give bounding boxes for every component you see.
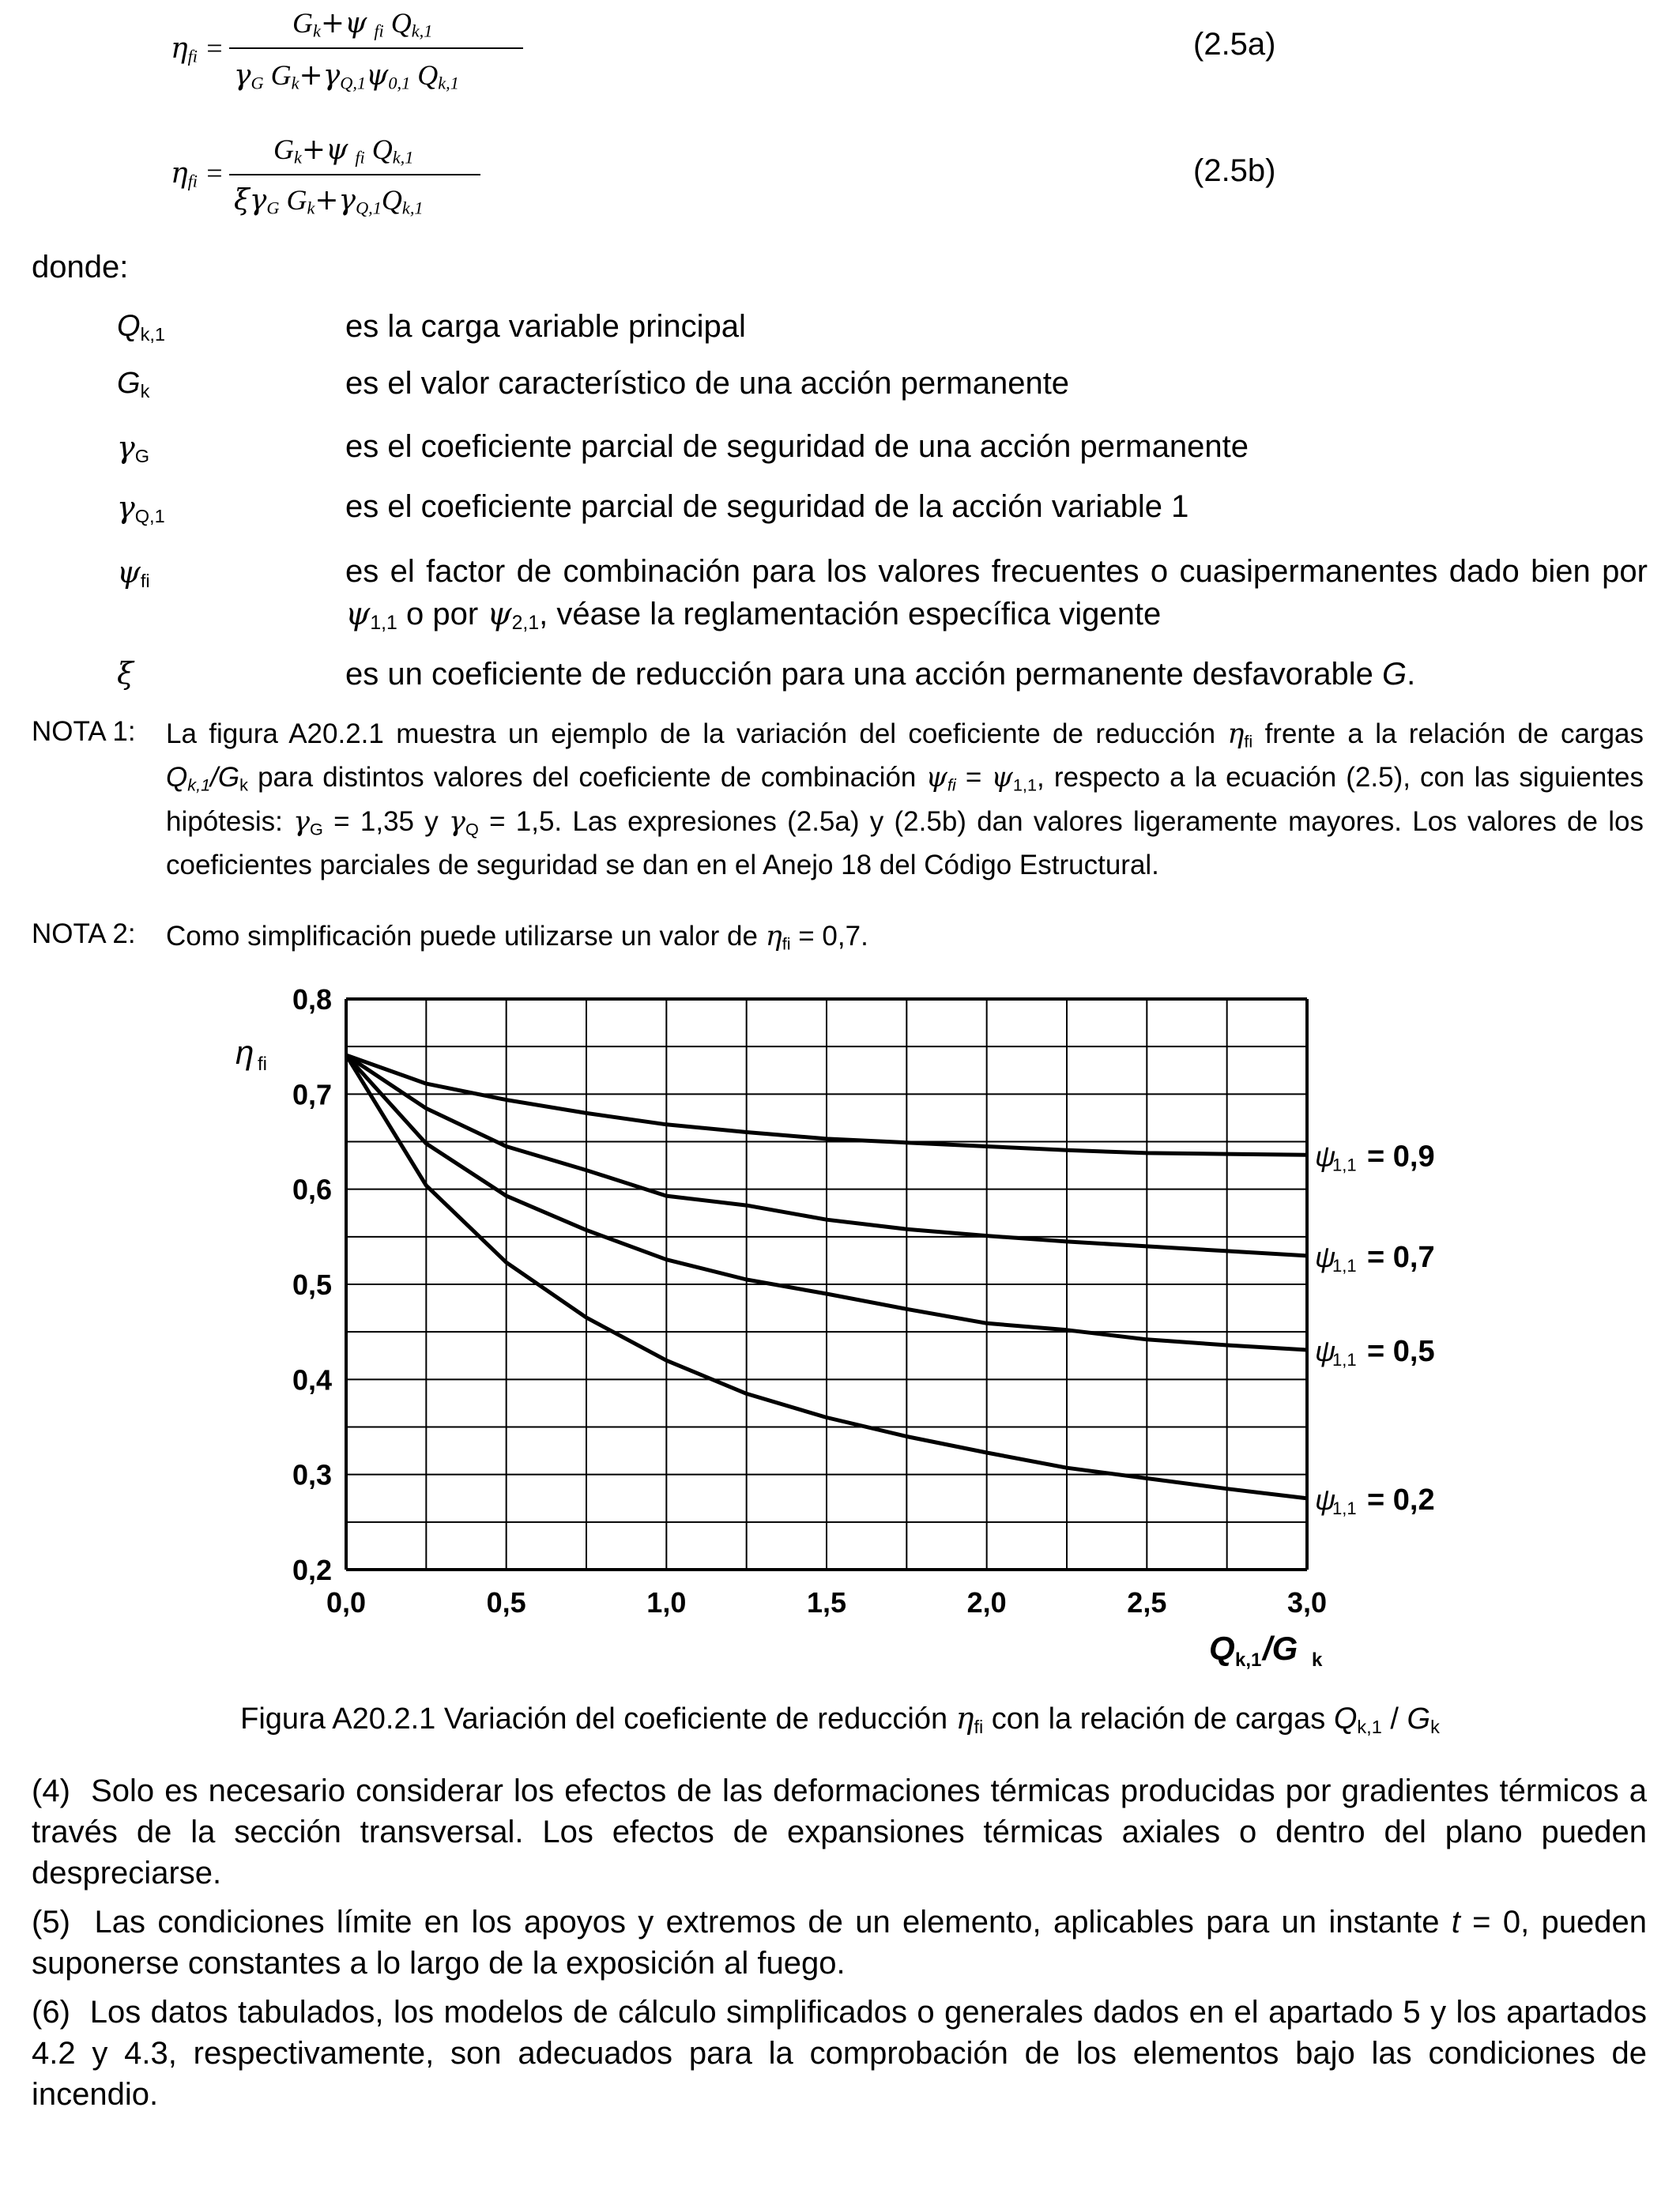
y-tick-label: 0,2 — [292, 1554, 332, 1586]
def-symbol-gk: $G_k$ — [117, 367, 150, 401]
eq-b-numerator: $G_k+\psi$ $_{fi}$ $Q_{k,1}$ — [273, 134, 414, 168]
def-text-qk1: es la carga variable principal — [345, 309, 746, 344]
eq-a-lhs: $\eta_{fi}$ = — [171, 32, 224, 66]
x-tick-label: 3,0 — [1286, 1586, 1328, 1619]
def-symbol-psi-fi: $\psi_{fi}$ — [117, 555, 150, 591]
series-label-value: = 0,2 — [1367, 1483, 1435, 1517]
nota1-label: NOTA 1: — [32, 716, 136, 747]
eq-a-fraction-bar — [229, 47, 523, 49]
series-label-sub: 1,1 — [1332, 1155, 1357, 1175]
y-tick-label: 0,7 — [292, 1078, 332, 1111]
y-tick-label: 0,3 — [292, 1458, 332, 1491]
donde-label: donde: — [32, 250, 129, 285]
y-tick-label: 0,8 — [292, 983, 332, 1016]
eq-b-fraction-bar — [229, 174, 480, 175]
x-axis-label: Q — [1209, 1630, 1235, 1667]
series-label-psi: ψ — [1315, 1483, 1336, 1516]
y-tick-label: 0,5 — [292, 1269, 332, 1301]
eq-a-number: (2.5a) — [1193, 27, 1276, 62]
x-tick-label: 1,0 — [646, 1586, 687, 1619]
series-label-sub: 1,1 — [1332, 1498, 1357, 1518]
x-axis-label-tail: /G — [1263, 1630, 1298, 1667]
chart-svg — [0, 964, 1680, 1691]
y-tick-label: 0,6 — [292, 1173, 332, 1206]
eq-b-lhs: $\eta_{fi}$ = — [171, 157, 224, 191]
series-label-value: = 0,9 — [1367, 1140, 1435, 1174]
series-label-value: = 0,7 — [1367, 1240, 1435, 1274]
x-axis-label-tail-sub: k — [1312, 1649, 1323, 1671]
series-label-psi: ψ — [1315, 1140, 1336, 1173]
def-symbol-gamma-g: $\gamma_G$ — [117, 430, 150, 466]
def-text-psi-fi: es el factor de combinación para los valores frecuentes o cuasipermanentes dado bien por $\psi_{1,1}$ o por $\psi_{2,1}$, véase la reglamentación específica vigente — [345, 554, 1648, 635]
y-axis-label: η — [235, 1034, 254, 1071]
nota1-body: La figura A20.2.1 muestra un ejemplo de la variación del coeficiente de reducción $\eta_{fi}$ frente a la relación de cargas $Q_{k,1}/G_k$ para distintos valores del coeficiente de combinación $\psi_{fi} = \psi_{1,1}$, respecto a la ecuación (2.5), con las siguientes hipótesis: $\gamma_G = 1,35$ y $\gamma_Q = 1,5$. Las expresiones (2.5a) y (2.5b) dan valores ligeramente mayores. Los valores de los coeficientes parciales de seguridad se dan en el Anejo 18 del Código Estructural. — [166, 718, 1644, 881]
def-symbol-xi: ξ — [117, 656, 134, 691]
series-label-value: = 0,5 — [1367, 1335, 1435, 1369]
def-text-xi: es un coeficiente de reducción para una acción permanente desfavorable G. — [345, 657, 1416, 692]
def-text-gamma-q1: es el coeficiente parcial de seguridad de la acción variable 1 — [345, 489, 1189, 524]
series-label-psi: ψ — [1315, 1335, 1336, 1368]
def-symbol-qk1: $Q_{k,1}$ — [117, 310, 165, 345]
x-tick-label: 0,0 — [326, 1586, 367, 1619]
eq-b-number: (2.5b) — [1193, 153, 1276, 188]
x-axis-label-sub: k,1 — [1235, 1649, 1262, 1671]
series-label-sub: 1,1 — [1332, 1255, 1357, 1276]
def-text-gamma-g: es el coeficiente parcial de seguridad de una acción permanente — [345, 429, 1249, 464]
x-tick-label: 2,5 — [1127, 1586, 1167, 1619]
x-tick-label: 2,0 — [966, 1586, 1007, 1619]
x-tick-label: 1,5 — [806, 1586, 847, 1619]
x-tick-label: 0,5 — [486, 1586, 526, 1619]
eta-fi-chart — [0, 964, 1680, 1691]
series-label-sub: 1,1 — [1332, 1350, 1357, 1370]
paragraph-4: (4) Solo es necesario considerar los efectos de las deformaciones térmicas producidas por gradientes térmicos a través de la sección transversal. Los efectos de expansiones térmicas axiales o dentro del plano pueden despreciarse. — [32, 1774, 1647, 1891]
series-label-psi: ψ — [1315, 1240, 1336, 1273]
eq-b-denominator: $\xi\gamma_G$ $G_k+\gamma_{Q,1}Q_{k,1}$ — [234, 184, 424, 218]
paragraph-5: (5) Las condiciones límite en los apoyos y extremos de un elemento, aplicables para un instante t = 0, pueden suponerse constantes a lo largo de la exposición al fuego. — [32, 1905, 1647, 1981]
eq-a-numerator: $G_k+\psi$ $_{fi}$ $Q_{k,1}$ — [292, 7, 433, 41]
nota2-label: NOTA 2: — [32, 918, 136, 949]
def-text-gk: es el valor característico de una acción permanente — [345, 366, 1070, 401]
paragraph-6: (6) Los datos tabulados, los modelos de cálculo simplificados o generales dados en el apartado 5 y los apartados 4.2 y 4.3, respectivamente, son adecuados para la comprobación de los elementos bajo las condiciones de incendio. — [32, 1995, 1647, 2112]
y-tick-label: 0,4 — [292, 1363, 332, 1397]
nota2-body: Como simplificación puede utilizarse un valor de $\eta_{fi} = 0,7$. — [166, 921, 868, 954]
figure-caption: Figura A20.2.1 Variación del coeficiente de reducción $\eta_{fi}$ con la relación de cargas $Q_{k,1} / G_k$ — [240, 1701, 1440, 1737]
def-symbol-gamma-q1: $\gamma_{Q,1}$ — [117, 490, 165, 526]
eq-a-denominator: $\gamma_G$ $G_k+\gamma_{Q,1}\psi_{0,1}$ $Q_{k,1}$ — [234, 59, 459, 93]
y-axis-label-sub: fi — [258, 1054, 267, 1075]
